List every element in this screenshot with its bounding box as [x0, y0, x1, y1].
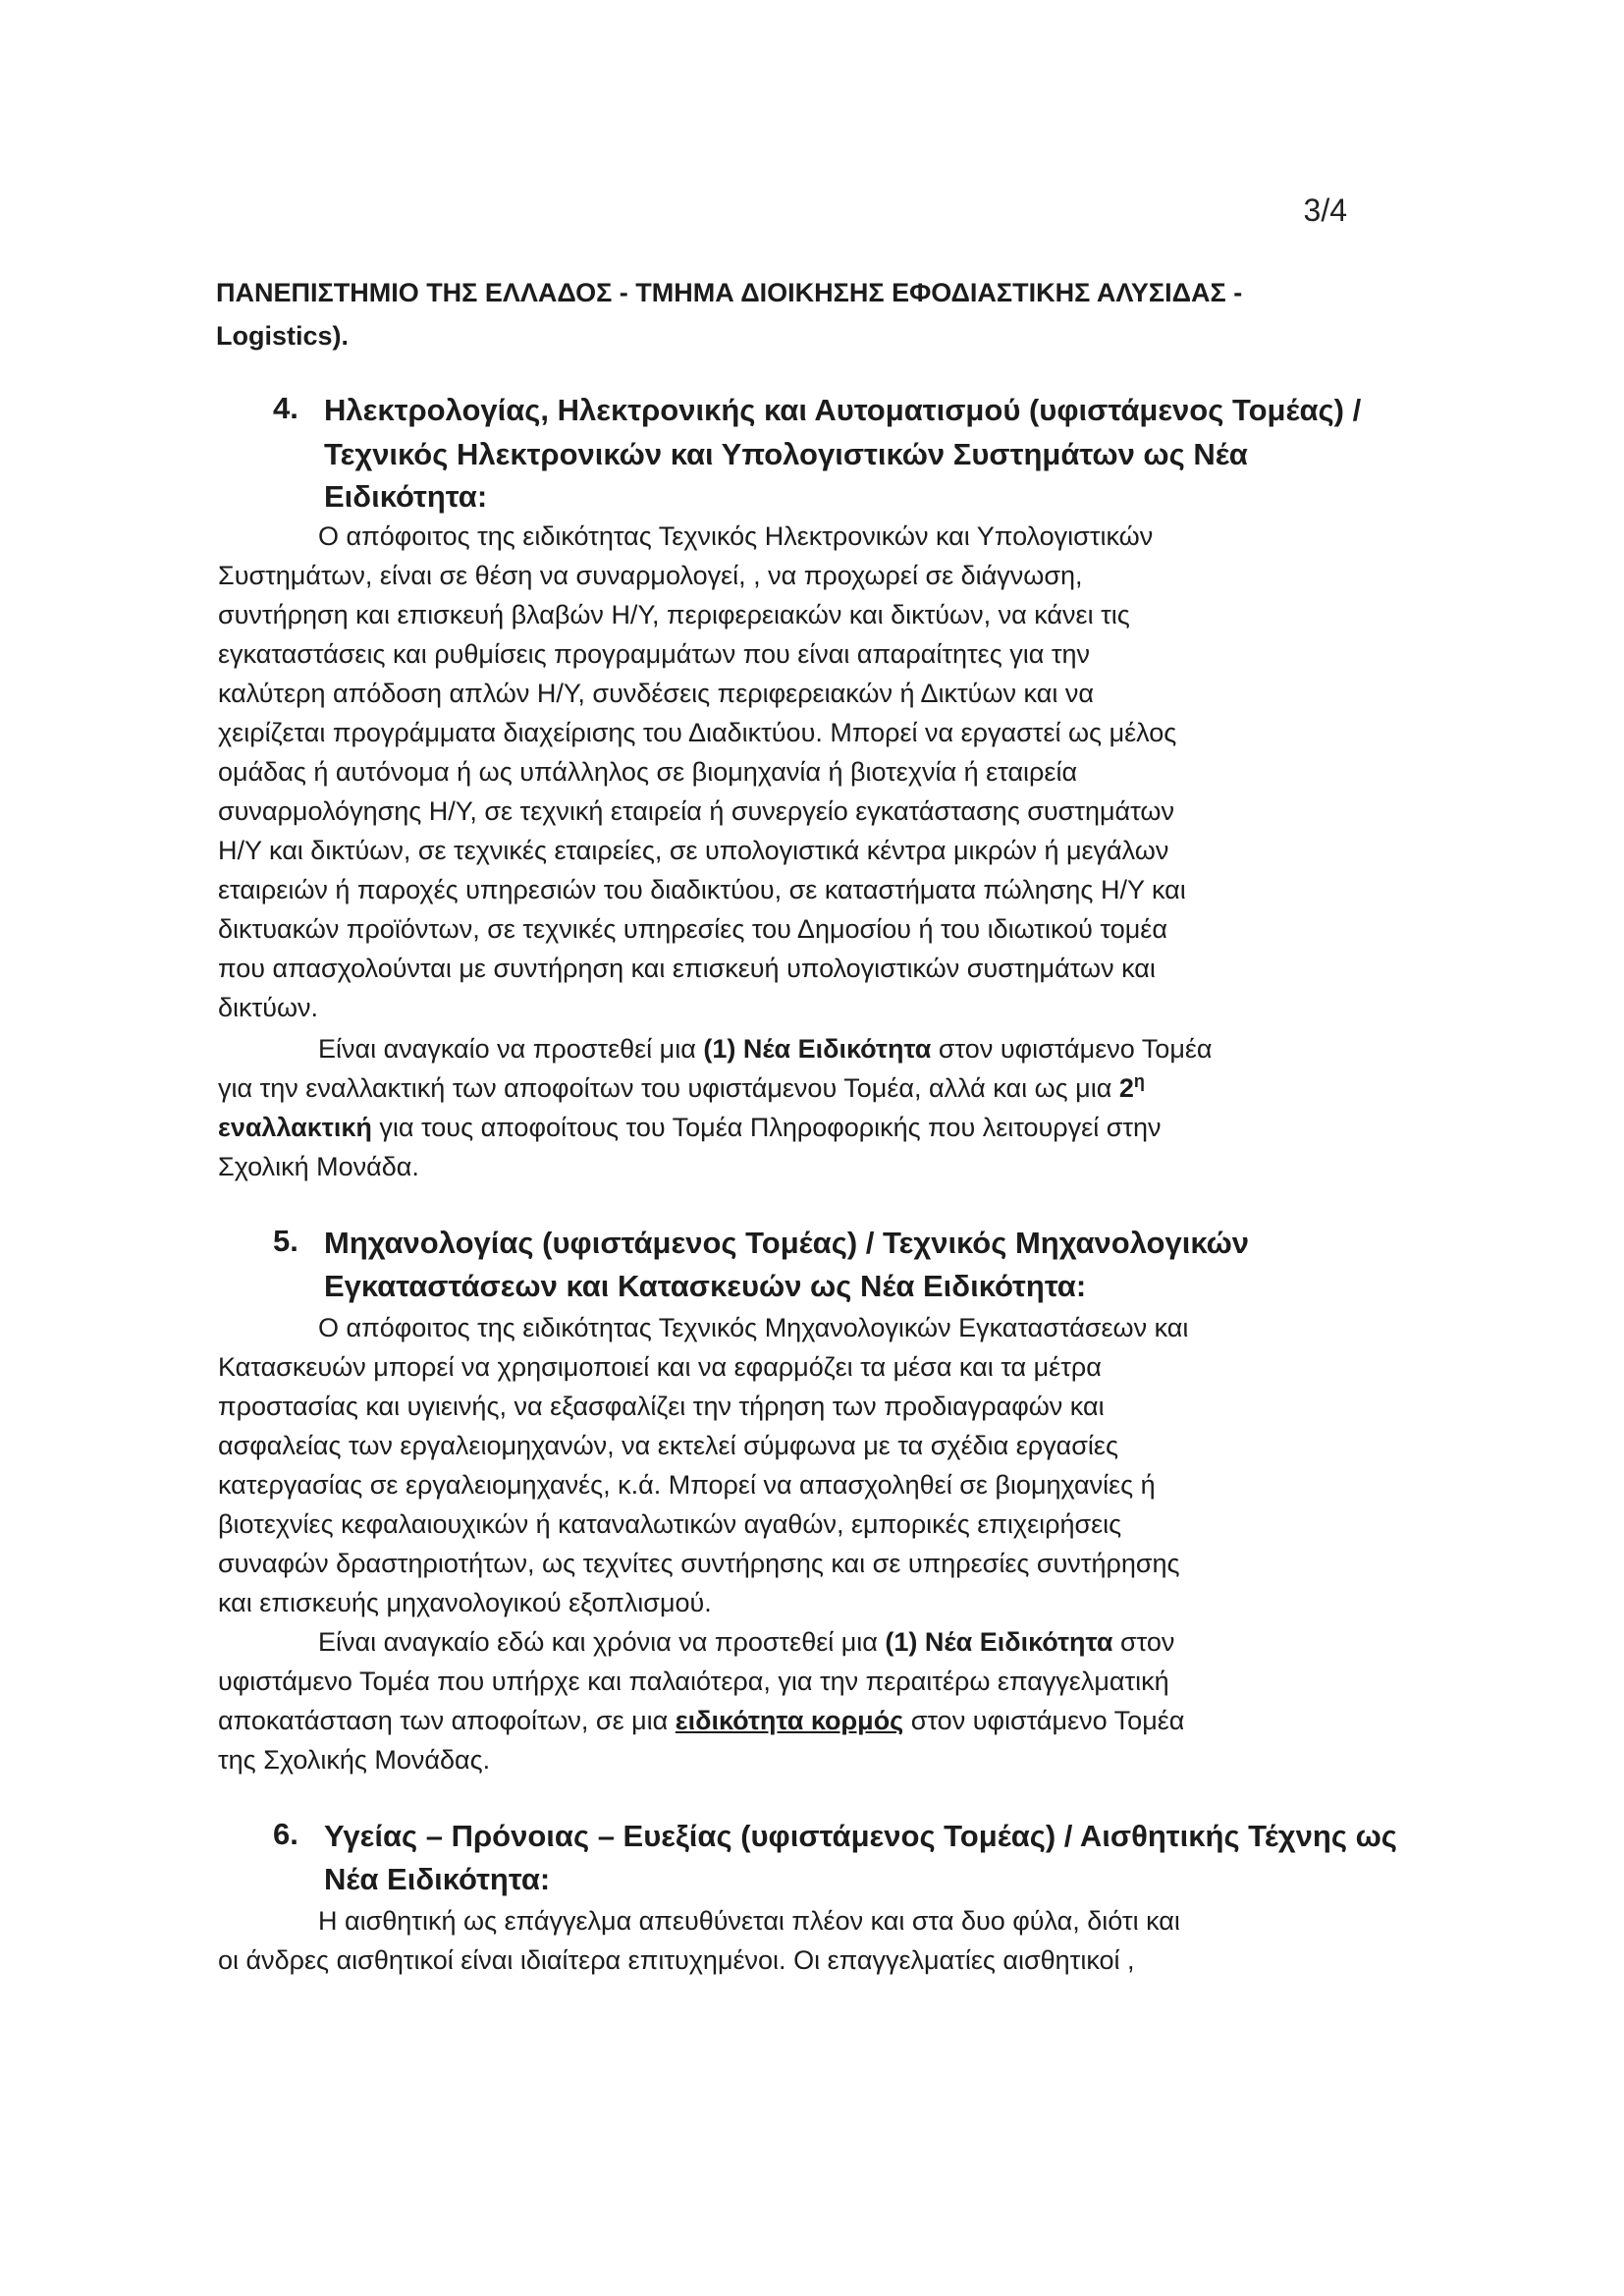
section-4-para2-line-1: Είναι αναγκαίο να προστεθεί μια (1) Νέα Ειδικότητα στον υφιστάμενο Τομέα	[318, 1034, 1213, 1064]
alternative-emphasis: εναλλακτική	[218, 1113, 372, 1142]
section-5-para2-line-4: της Σχολικής Μονάδας.	[218, 1745, 491, 1775]
section-5-number: 5.	[273, 1224, 298, 1258]
section-5-para1-line: κατεργασίας σε εργαλειομηχανές, κ.ά. Μπορεί να απασχοληθεί σε βιομηχανίες ή	[218, 1470, 1156, 1500]
section-4-para2-line-2: για την εναλλακτική των αποφοίτων του υφιστάμενου Τομέα, αλλά και ως μια $2^\eta$	[218, 1071, 1145, 1103]
section-5-para1-line: και επισκευής μηχανολογικού εξοπλισμού.	[218, 1588, 712, 1617]
section-4-para2-line-3: εναλλακτική για τους αποφοίτους του Τομέα Πληροφορικής που λειτουργεί στην	[218, 1113, 1162, 1142]
section-6-number: 6.	[273, 1817, 298, 1851]
section-6-title-line-2: Νέα Ειδικότητα:	[324, 1862, 551, 1896]
section-5-para1-line: Ο απόφοιτος της ειδικότητας Τεχνικός Μηχανολογικών Εγκαταστάσεων και	[318, 1313, 1189, 1342]
section-4-title-line-3: Ειδικότητα:	[324, 479, 488, 514]
section-5-para1-line: βιοτεχνίες κεφαλαιουχικών ή καταναλωτικών αγαθών, εμπορικές επιχειρήσεις	[218, 1509, 1122, 1539]
section-4-title-line-1: Ηλεκτρολογίας, Ηλεκτρονικής και Αυτοματισμού (υφιστάμενος Τομέας) /	[324, 393, 1362, 427]
header-line-1: ΠΑΝΕΠΙΣΤΗΜΙΟ ΤΗΣ ΕΛΛΑΔΟΣ - ΤΜΗΜΑ ΔΙΟΙΚΗΣΗΣ ΕΦΟΔΙΑΣΤΙΚΗΣ ΑΛΥΣΙΔΑΣ -	[216, 278, 1243, 307]
new-specialty-emphasis: (1) Νέα Ειδικότητα	[703, 1034, 932, 1064]
section-4-para1-line: χειρίζεται προγράμματα διαχείρισης του Διαδικτύου. Μπορεί να εργαστεί ως μέλος	[218, 718, 1177, 747]
page-number: 3/4	[1303, 192, 1347, 228]
section-4-para1-line: καλύτερη απόδοση απλών Η/Υ, συνδέσεις περιφερειακών ή Δικτύων και να	[218, 679, 1094, 708]
section-4-para1-line: εγκαταστάσεις και ρυθμίσεις προγραμμάτων που είναι απαραίτητες για την	[218, 639, 1091, 669]
section-4-para1-line: Η/Υ και δικτύων, σε τεχνικές εταιρείες, σε υπολογιστικά κέντρα μικρών ή μεγάλων	[218, 836, 1169, 865]
section-4-title-line-2: Τεχνικός Ηλεκτρονικών και Υπολογιστικών Συστημάτων ως Νέα	[324, 437, 1248, 471]
section-4-para1-line: δικτυακών προϊόντων, σε τεχνικές υπηρεσίες του Δημοσίου ή του ιδιωτικού τομέα	[218, 914, 1167, 944]
section-6-para1-line: Η αισθητική ως επάγγελμα απευθύνεται πλέον και στα δυο φύλα, διότι και	[318, 1906, 1180, 1936]
section-4-para1-line: δικτύων.	[218, 993, 319, 1022]
section-5-para2-line-1: Είναι αναγκαίο εδώ και χρόνια να προστεθεί μια (1) Νέα Ειδικότητα στον	[318, 1627, 1175, 1657]
section-5-para2-line-2: υφιστάμενο Τομέα που υπήρχε και παλαιότερα, για την περαιτέρω επαγγελματική	[218, 1667, 1169, 1696]
section-5-para1-line: συναφών δραστηριοτήτων, ως τεχνίτες συντήρησης και σε υπηρεσίες συντήρησης	[218, 1549, 1180, 1578]
section-4-para1-line: συντήρηση και επισκευή βλαβών Η/Υ, περιφερειακών και δικτύων, να κάνει τις	[218, 600, 1130, 629]
new-specialty-emphasis: (1) Νέα Ειδικότητα	[885, 1627, 1113, 1657]
section-4-para1-line: συναρμολόγησης Η/Υ, σε τεχνική εταιρεία ή συνεργείο εγκατάστασης συστημάτων	[218, 796, 1175, 826]
section-4-para1-line: εταιρειών ή παροχές υπηρεσιών του διαδικτύου, σε καταστήματα πώλησης Η/Υ και	[218, 875, 1186, 904]
section-5-para1-line: προστασίας και υγιεινής, να εξασφαλίζει την τήρηση των προδιαγραφών και	[218, 1392, 1105, 1421]
section-5-para1-line: ασφαλείας των εργαλειομηχανών, να εκτελεί σύμφωνα με τα σχέδια εργασίες	[218, 1431, 1118, 1460]
section-6-para1-line: οι άνδρες αισθητικοί είναι ιδιαίτερα επιτυχημένοι. Οι επαγγελματίες αισθητικοί ,	[218, 1945, 1135, 1975]
section-4-para1-line: Ο απόφοιτος της ειδικότητας Τεχνικός Ηλεκτρονικών και Υπολογιστικών	[318, 521, 1154, 551]
section-4-para1-line: Συστημάτων, είναι σε θέση να συναρμολογεί, , να προχωρεί σε διάγνωση,	[218, 561, 1083, 590]
core-specialty-emphasis: ειδικότητα κορμός	[675, 1706, 904, 1735]
section-4-para1-line: που απασχολούνται με συντήρηση και επισκευή υπολογιστικών συστημάτων και	[218, 954, 1156, 983]
section-5-title-line-2: Εγκαταστάσεων και Κατασκευών ως Νέα Ειδικότητα:	[324, 1269, 1087, 1303]
section-6-title-line-1: Υγείας – Πρόνοιας – Ευεξίας (υφιστάμενος Τομέας) / Αισθητικής Τέχνης ως	[324, 1819, 1397, 1853]
section-5-para2-line-3: αποκατάσταση των αποφοίτων, σε μια ειδικότητα κορμός στον υφιστάμενο Τομέα	[218, 1706, 1185, 1735]
header-line-2: Logistics).	[216, 321, 350, 351]
section-5-title-line-1: Μηχανολογίας (υφιστάμενος Τομέας) / Τεχνικός Μηχανολογικών	[324, 1226, 1250, 1260]
section-4-number: 4.	[273, 391, 298, 425]
section-5-para1-line: Κατασκευών μπορεί να χρησιμοποιεί και να εφαρμόζει τα μέσα και τα μέτρα	[218, 1352, 1102, 1382]
section-4-para2-line-4: Σχολική Μονάδα.	[218, 1152, 419, 1181]
section-4-para1-line: ομάδας ή αυτόνομα ή ως υπάλληλος σε βιομηχανία ή βιοτεχνία ή εταιρεία	[218, 757, 1078, 787]
